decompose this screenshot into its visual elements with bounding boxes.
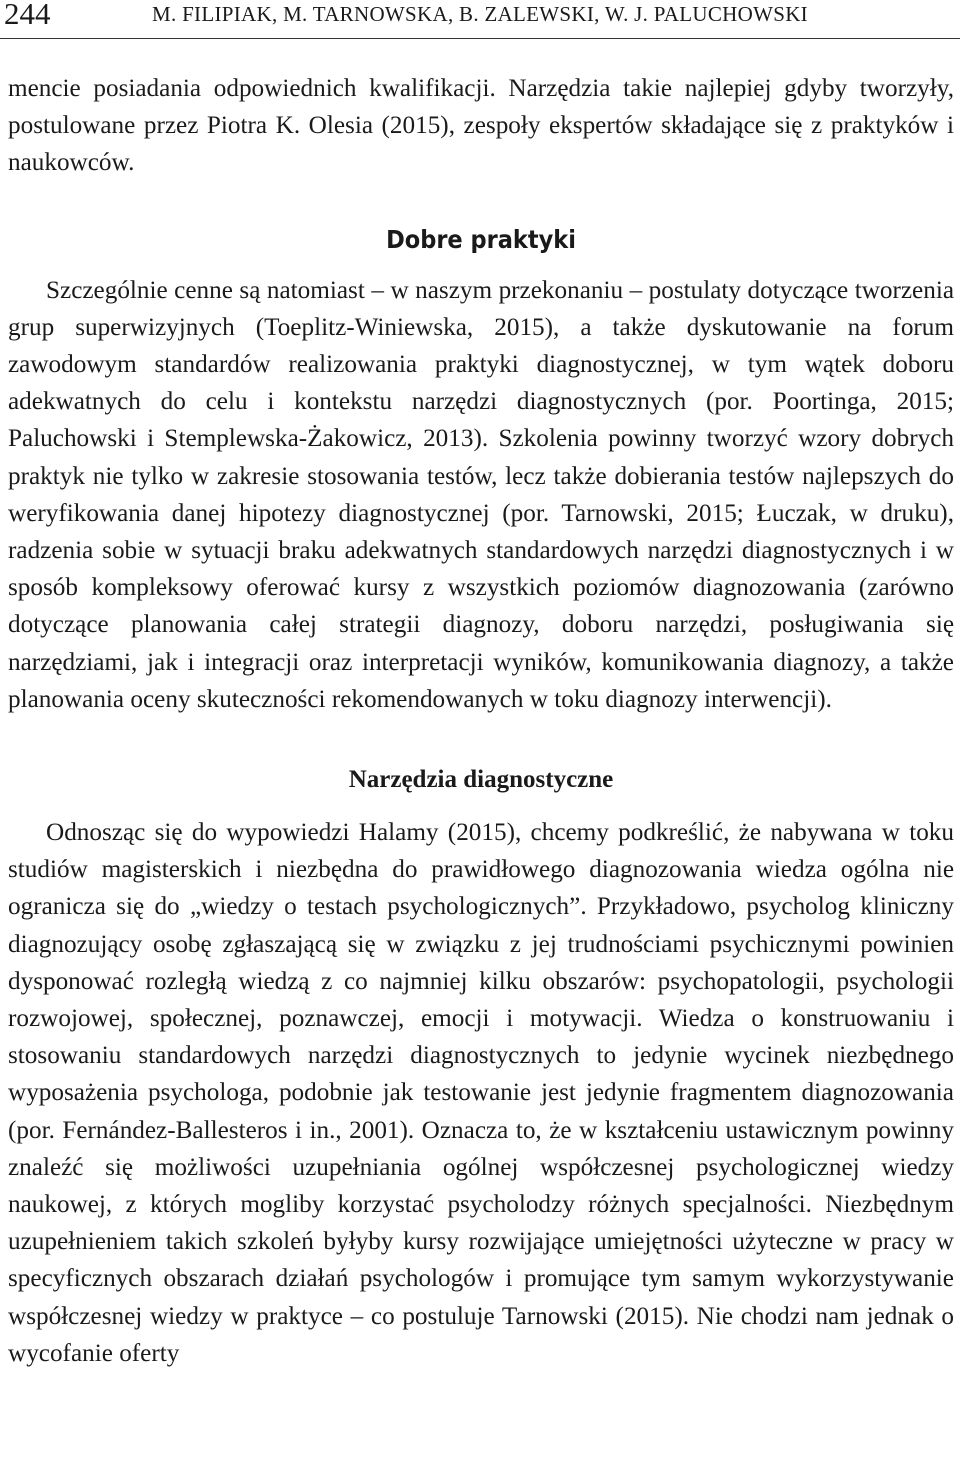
paragraph-continued: mencie posiadania odpowiednich kwalifikacji. Narzędzia takie najlepiej gdyby tworzyły, postulowane przez Piotra K. Olesia (2015), zespoły ekspertów składające się z praktyków i naukowców. [8,75,954,177]
paragraph-diagnostic-tools: Odnosząc się do wypowiedzi Halamy (2015), chcemy podkreślić, że nabywana w toku studiów magisterskich i niezbędna do prawidłowego diagnozowania wiedza ogólna nie ogranicza się do „wiedzy o testach psychologicznych”. Przykładowo, psycholog kliniczny diagnozujący osobę zgłaszającą się w związku z jej trudnościami psychicznymi powinien dysponować rozległą wiedzą z co najmniej kilku obszarów: psychopatologii, psychologii rozwojowej, społecznej, poznawczej, emocji i motywacji. Wiedza o konstruowaniu i stosowaniu standardowych narzędzi diagnostycznych to jedynie wycinek niezbędnego wyposażenia psychologa, podobnie jak testowanie jest jedynie fragmentem diagnozowania (por. Fernández-Ballesteros i in., 2001). Oznacza to, że w kształceniu ustawicznym powinny znaleźć się możliwości uzupełniania ogólnej współczesnej psychologicznej wiedzy naukowej, z których mogliby korzystać psycholodzy różnych specjalności. Niezbędnym uzupełnieniem takich szkoleń byłyby kursy rozwijające umiejętności użyteczne w pracy w specyficznych obszarach działań psychologów i promujące tym samym wykorzystywanie współczesnej wiedzy w praktyce – co postuluje Tarnowski (2015). Nie chodzi nam jednak o wycofanie oferty [8,819,954,1367]
running-head-authors: M. FILIPIAK, M. TARNOWSKA, B. ZALEWSKI, W. J. PALUCHOWSKI [152,2,808,26]
running-head [0,0,960,39]
page-number: 244 [4,0,51,31]
section-heading-dobre-praktyki: Dobre praktyki [386,224,576,254]
paragraph-good-practices: Szczególnie cenne są natomiast – w naszym przekonaniu – postulaty dotyczące tworzenia grup superwizyjnych (Toeplitz-Winiewska, 2015), a także dyskutowanie na forum zawodowym standardów realizowania praktyki diagnostycznej, w tym wątek doboru adekwatnych do celu i kontekstu narzędzi diagnostycznych (por. Poortinga, 2015; Paluchowski i Stemplewska-Żakowicz, 2013). Szkolenia powinny tworzyć wzory dobrych praktyk nie tylko w zakresie stosowania testów, lecz także dobierania testów najlepszych do weryfikowania danej hipotezy diagnostycznej (por. Tarnowski, 2015; Łuczak, w druku), radzenia sobie w sytuacji braku adekwatnych standardowych narzędzi diagnostycznych i w sposób kompleksowy oferować kursy z wszystkich poziomów diagnozowania (zarówno dotyczące planowania całej strategii diagnozy, doboru narzędzi, posługiwania się narzędziami, jak i integracji oraz interpretacji wyników, komunikowania diagnozy, a także planowania oceny skuteczności rekomendowanych w toku diagnozy interwencji). [8,276,954,713]
page-body [8,70,954,1372]
section-heading-narzedzia-diagnostyczne: Narzędzia diagnostyczne [348,766,614,794]
